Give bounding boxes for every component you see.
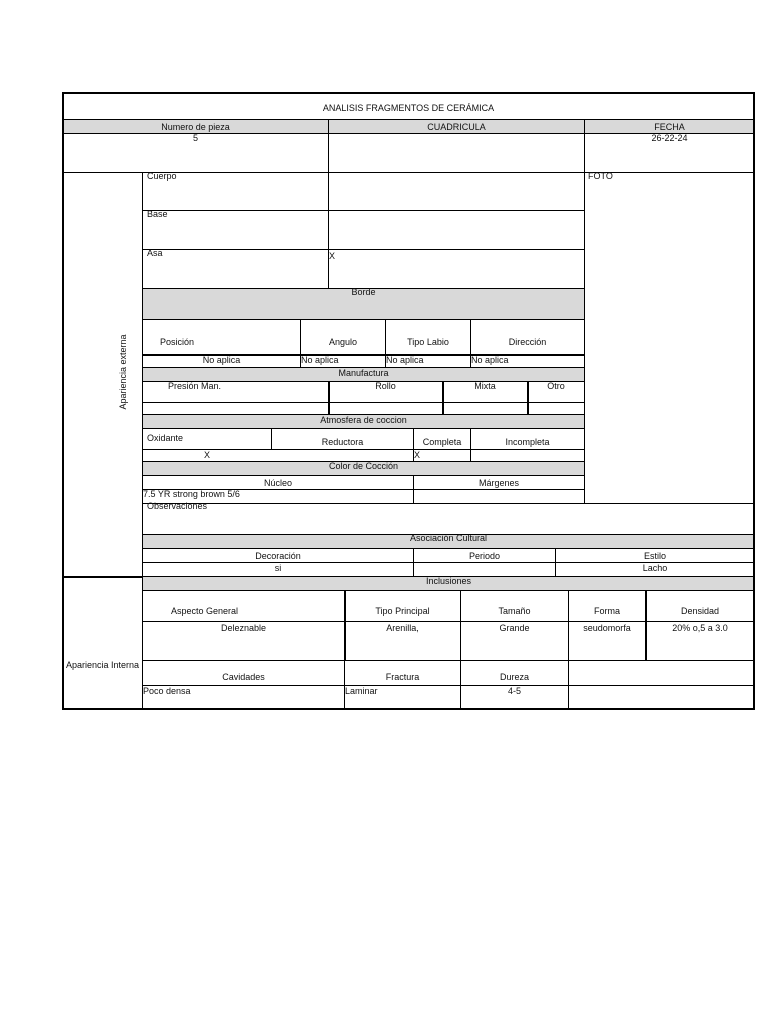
borde-angulo-value[interactable]: No aplica (301, 355, 339, 365)
manufactura-presion-header: Presión Man. (168, 381, 222, 391)
manufactura-rollo-header: Rollo (375, 381, 396, 391)
interna-cavidades-header: Cavidades (222, 672, 265, 682)
interna-cavidades-value[interactable]: Poco densa (143, 686, 191, 696)
interna-dureza-header: Dureza (499, 672, 529, 682)
color-title: Color de Cocción (328, 461, 399, 471)
borde-posicion-value[interactable]: No aplica (202, 355, 241, 365)
atmosfera-incompleta-header: Incompleta (505, 437, 550, 447)
inclusiones-forma-header: Forma (593, 606, 620, 616)
borde-title: Borde (351, 287, 376, 297)
inclusiones-aspecto-header: Aspecto General (171, 606, 239, 616)
borde-angulo-header: Angulo (328, 337, 358, 347)
inclusiones-densidad-header: Densidad (680, 606, 720, 616)
manufactura-title: Manufactura (338, 368, 389, 378)
atmosfera-reductora-header: Reductora (321, 437, 364, 447)
color-nucleo-value[interactable]: 7.5 YR strong brown 5/6 (143, 489, 240, 499)
cuerpo-label: Cuerpo (147, 171, 177, 181)
cuadricula-label: CUADRICULA (427, 122, 486, 132)
inclusiones-tipo-value[interactable]: Arenilla, (386, 623, 419, 633)
apariencia-interna-label: Apariencia Interna (66, 660, 140, 670)
atmosfera-completa-header: Completa (422, 437, 462, 447)
apariencia-externa-label: Apariencia externa (118, 334, 128, 410)
atmosfera-oxidante-value[interactable]: X (203, 450, 210, 460)
base-label: Base (147, 209, 168, 219)
inclusiones-tipo-header: Tipo Principal (375, 606, 430, 616)
asociacion-decoracion-header: Decoración (255, 551, 301, 561)
inclusiones-title: Inclusiones (425, 576, 472, 586)
borde-labio-header: Tipo Labio (407, 337, 449, 347)
manufactura-mixta-header: Mixta (474, 381, 496, 391)
atmosfera-completa-value[interactable]: X (414, 450, 421, 460)
interna-fractura-value[interactable]: Laminar (345, 686, 378, 696)
numero-value[interactable]: 5 (192, 133, 198, 143)
asa-label: Asa (147, 248, 163, 258)
asociacion-decoracion-value[interactable]: si (274, 563, 282, 573)
asociacion-estilo-value[interactable]: Lacho (642, 563, 668, 573)
foto-label: FOTO (588, 171, 613, 181)
atmosfera-oxidante-header: Oxidante (147, 433, 184, 443)
form-title: ANALISIS FRAGMENTOS DE CERÁMICA (322, 103, 495, 113)
atmosfera-title: Atmosfera de coccion (320, 415, 407, 425)
inclusiones-aspecto-value[interactable]: Deleznable (220, 623, 267, 633)
asociacion-periodo-header: Periodo (468, 551, 501, 561)
interna-fractura-header: Fractura (385, 672, 420, 682)
color-margenes-header: Márgenes (478, 478, 520, 488)
inclusiones-forma-value[interactable]: seudomorfa (583, 623, 631, 633)
borde-direccion-value[interactable]: No aplica (471, 355, 509, 365)
borde-posicion-header: Posición (160, 337, 195, 347)
manufactura-otro-header: Otro (547, 381, 565, 391)
borde-labio-value[interactable]: No aplica (386, 355, 424, 365)
fecha-value[interactable]: 26-22-24 (651, 133, 688, 143)
asa-mark[interactable]: X (329, 251, 336, 261)
asociacion-title: Asociación Cultural (409, 533, 488, 543)
inclusiones-tamano-value[interactable]: Grande (499, 623, 530, 633)
fecha-label: FECHA (654, 122, 685, 132)
inclusiones-tamano-header: Tamaño (498, 606, 531, 616)
interna-dureza-value[interactable]: 4-5 (507, 686, 521, 696)
form-border (62, 92, 755, 710)
numero-label: Numero de pieza (161, 122, 230, 132)
inclusiones-densidad-value[interactable]: 20% o,5 a 3.0 (672, 623, 728, 633)
color-nucleo-header: Núcleo (263, 478, 292, 488)
asociacion-estilo-header: Estilo (643, 551, 666, 561)
observaciones-label: Observaciones (147, 501, 208, 511)
borde-direccion-header: Dirección (508, 337, 547, 347)
